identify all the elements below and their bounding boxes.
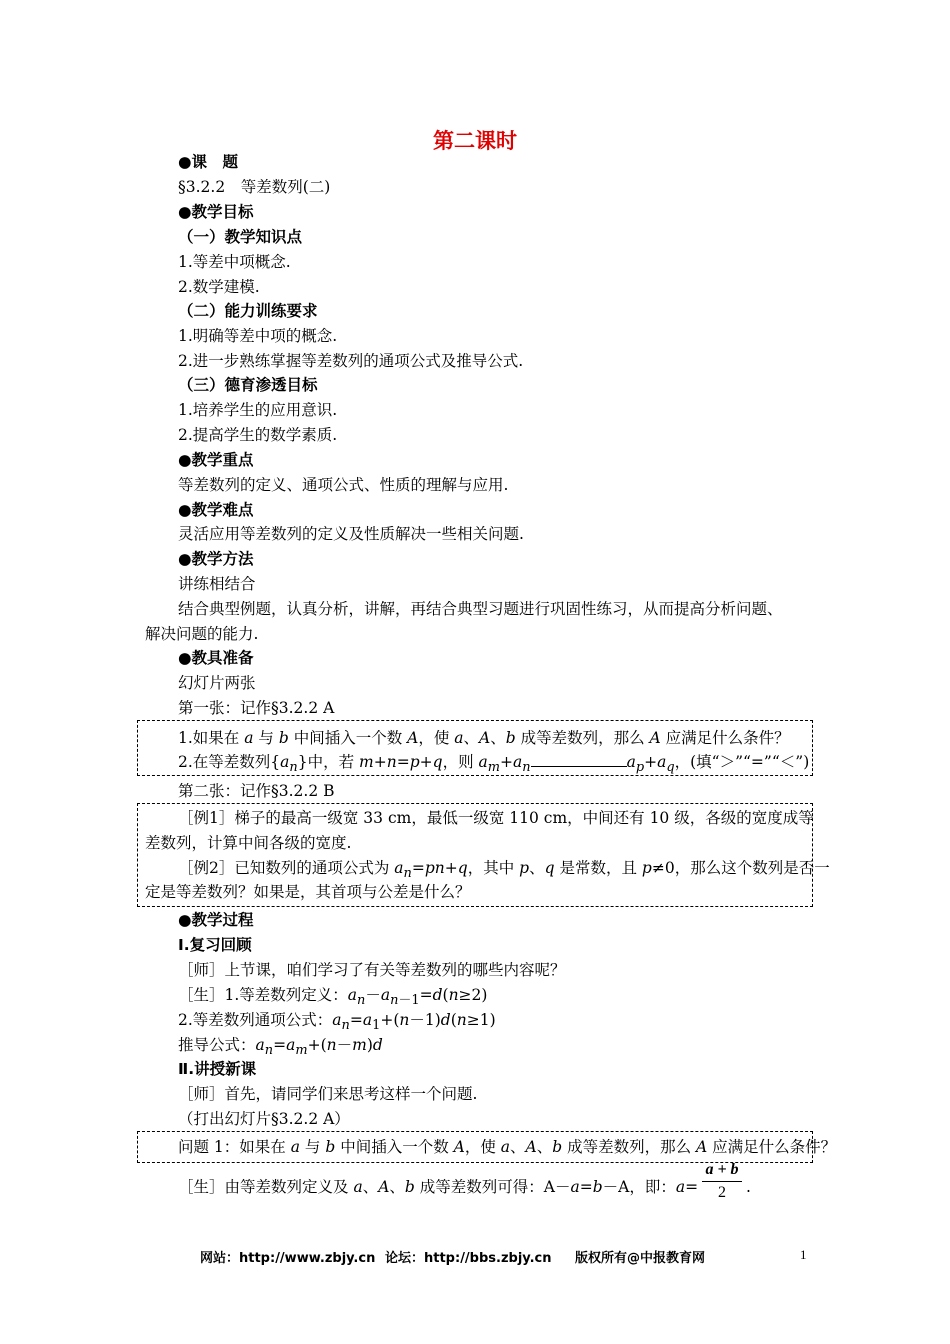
footer-copyright: 版权所有@中报教育网 [575, 1251, 706, 1266]
method-desc: 解决问题的能力. [145, 625, 259, 643]
slide1-label: 第一张：记作§3.2.2 A [178, 699, 335, 717]
preparation-text: 幻灯片两张 [178, 674, 256, 692]
preparation-heading: ●教具准备 [178, 649, 254, 667]
method-heading: ●教学方法 [178, 550, 254, 568]
slide1-question2: 2.在等差数列$\{a_n\}$中，若 m+n=p+q，则 $a_m+a_n$ $a_p+a_q$，(填“＞”“=”“＜”) [178, 753, 810, 776]
objective-item: 2.数学建模. [178, 278, 260, 296]
objectives-sub2-heading: （二）能力训练要求 [178, 302, 318, 320]
slide2-label: 第二张：记作§3.2.2 B [178, 782, 335, 800]
page-number: 1 [800, 1247, 807, 1262]
fraction-bar [702, 1181, 742, 1182]
slide-note: （打出幻灯片§3.2.2 A） [178, 1110, 350, 1128]
example2-line: ［例2］已知数列的通项公式为 $a_n=pn+q$，其中 p、q 是常数，且 p≠0，那么这个数列是否一 [178, 859, 830, 882]
student-line: ［生］1.等差数列定义：$a_n-a_{n-1}=d(n\ge 2)$ [178, 986, 488, 1009]
student-line: ［生］由等差数列定义及 a、A、b 成等差数列可得：A－a=b－A，即：a= [178, 1178, 699, 1196]
example1-line: ［例1］梯子的最高一级宽 33 cm，最低一级宽 110 cm，中间还有 10 级，各级的宽度成等 [178, 809, 814, 827]
method-name: 讲练相结合 [178, 575, 256, 593]
difficulties-heading: ●教学难点 [178, 501, 254, 519]
topic-heading: ●课 题 [178, 153, 239, 171]
student-line: 推导公式：$a_n=a_m+(n-m)d$ [178, 1036, 383, 1059]
slide1-question1: 1.如果在 a 与 b 中间插入一个数 A，使 a、A、b 成等差数列，那么 A 应满足什么条件？ [178, 729, 790, 747]
objectives-heading: ●教学目标 [178, 203, 254, 221]
method-desc: 结合典型例题，认真分析，讲解，再结合典型习题进行巩固性练习，从而提高分析问题、 [178, 600, 783, 618]
footer-forum[interactable]: 论坛：http://bbs.zbjy.cn [385, 1251, 552, 1266]
example2-line: 定是等差数列？如果是，其首项与公差是什么？ [145, 883, 471, 901]
period: . [746, 1178, 751, 1196]
objectives-sub3-heading: （三）德育渗透目标 [178, 376, 318, 394]
objective-item: 1.明确等差中项的概念. [178, 327, 338, 345]
objective-item: 1.培养学生的应用意识. [178, 401, 338, 419]
page-title: 第二课时 [433, 129, 517, 153]
difficulties-text: 灵活应用等差数列的定义及性质解决一些相关问题. [178, 525, 524, 543]
topic-text: §3.2.2 等差数列(二) [178, 178, 331, 196]
teacher-line: ［师］上节课，咱们学习了有关等差数列的哪些内容呢？ [178, 961, 566, 979]
part1-heading: Ⅰ.复习回顾 [178, 936, 252, 954]
objective-item: 2.提高学生的数学素质. [178, 426, 338, 444]
teacher-line: ［师］首先，请同学们来思考这样一个问题. [178, 1085, 478, 1103]
fraction-numerator: a + b [705, 1161, 739, 1178]
objective-item: 2.进一步熟练掌握等差数列的通项公式及推导公式. [178, 352, 524, 370]
fraction-denominator: 2 [718, 1184, 726, 1201]
key-points-heading: ●教学重点 [178, 451, 254, 469]
fraction-formula [700, 1160, 744, 1203]
objectives-sub1-heading: （一）教学知识点 [178, 228, 303, 246]
part2-heading: Ⅱ.讲授新课 [178, 1060, 257, 1078]
key-points-text: 等差数列的定义、通项公式、性质的理解与应用. [178, 476, 509, 494]
example1-line: 差数列，计算中间各级的宽度. [145, 834, 352, 852]
process-heading: ●教学过程 [178, 911, 254, 929]
fill-blank [531, 752, 627, 767]
problem1-line: 问题 1：如果在 a 与 b 中间插入一个数 A，使 a、A、b 成等差数列，那么 A 应满足什么条件？ [178, 1138, 837, 1156]
objective-item: 1.等差中项概念. [178, 253, 291, 271]
student-line: 2.等差数列通项公式：$a_n=a_1+(n-1)d(n\ge 1)$ [178, 1011, 496, 1034]
footer-website[interactable]: 网站：http://www.zbjy.cn [200, 1251, 376, 1266]
